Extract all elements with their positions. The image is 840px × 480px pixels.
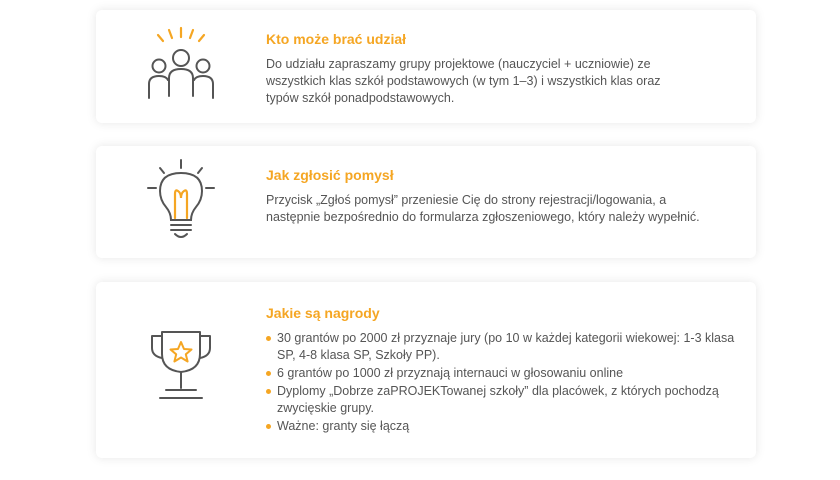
bullet-icon	[266, 389, 271, 394]
list-item	[266, 383, 736, 417]
list-item	[266, 330, 736, 364]
card-title: Kto może brać udział	[266, 31, 407, 47]
card-who-can-participate	[96, 10, 756, 123]
bullet-icon	[266, 336, 271, 341]
card-title: Jakie są nagrody	[266, 305, 380, 321]
list-item-text: 30 grantów po 2000 zł przyznaje jury (po 10 w każdej kategorii wiekowej: 1-3 klasa SP, 4-8 klasa SP, Szkoły PP).	[277, 331, 735, 362]
bullet-icon	[266, 371, 271, 376]
card-text: Przycisk „Zgłoś pomysł” przeniesie Cię do strony rejestracji/logowania, a następnie bezpośrednio do formularza zgłoszeniowego, który należy wypełnić.	[266, 193, 700, 224]
list-item	[266, 365, 736, 382]
list-item-text: Ważne: granty się łączą	[277, 419, 410, 433]
bullet-icon	[266, 424, 271, 429]
card-how-to-submit	[96, 146, 756, 258]
list-item-text: 6 grantów po 1000 zł przyznają internauci w głosowaniu online	[277, 366, 624, 380]
card-content	[266, 305, 736, 436]
card-content	[266, 167, 736, 226]
people-group-icon	[136, 24, 226, 114]
list-item-text: Dyplomy „Dobrze zaPROJEKTowanej szkoły” dla placówek, z których pochodzą zwycięskie grupy.	[277, 384, 719, 415]
card-text: Do udziału zapraszamy grupy projektowe (nauczyciel + uczniowie) ze wszystkich klas szkół podstawowych (w tym 1–3) i wszystkich klas oraz typów szkół ponadpodstawowych.	[266, 57, 661, 105]
trophy-icon	[136, 322, 226, 412]
card-content	[266, 31, 736, 107]
lightbulb-icon	[136, 158, 226, 248]
card-title: Jak zgłosić pomysł	[266, 167, 394, 183]
card-prizes	[96, 282, 756, 458]
list-item	[266, 418, 736, 435]
prize-list	[266, 330, 736, 435]
